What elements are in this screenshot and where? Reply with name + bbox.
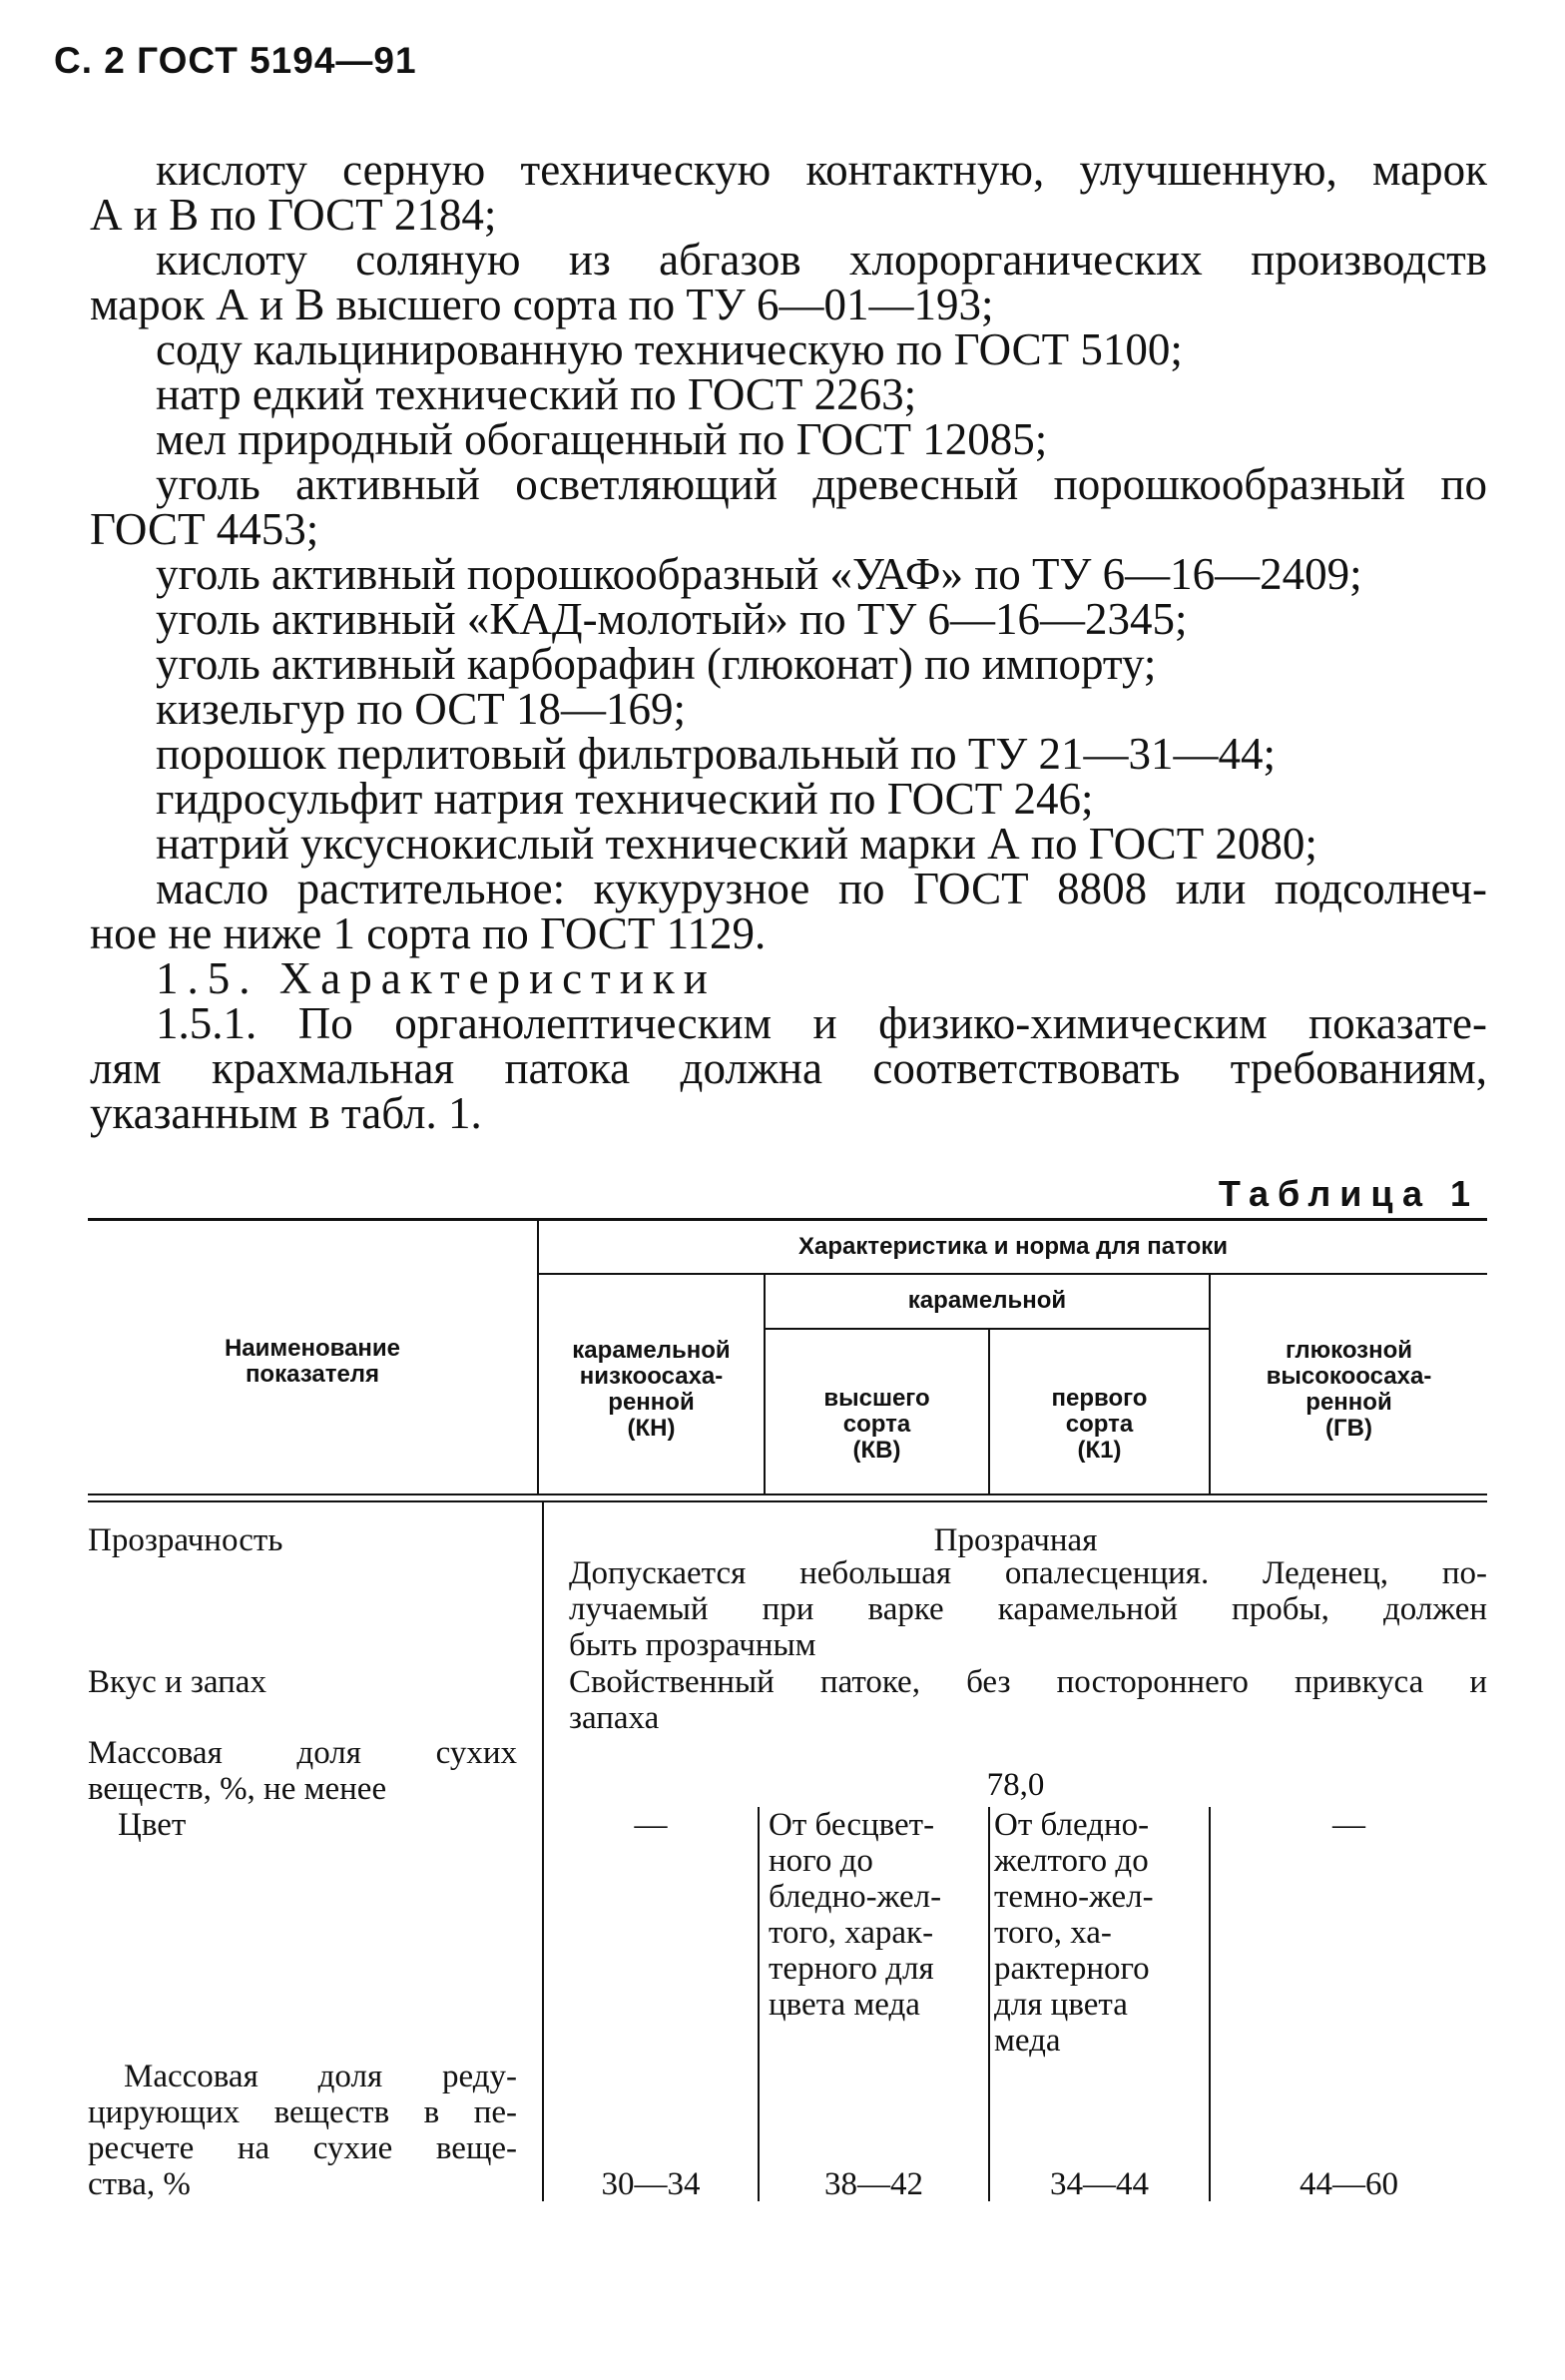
transparency-note: Допускается небольшая опалесценция. Леденец, по- лучаемый при варке карамельной пробы, должен быть прозрачным xyxy=(569,1555,1487,1663)
dry-matter-value: 78,0 xyxy=(986,1767,1045,1803)
header-group: Характеристика и норма для патоки xyxy=(797,1233,1228,1260)
header-rule xyxy=(537,1273,1487,1275)
text-line: кислоту серную техническую контактную, улучшенную, марок xyxy=(156,145,1487,195)
text-line: марок А и В высшего сорта по ТУ 6—01—193; xyxy=(90,280,994,329)
text-line: масло растительное: кукурузное по ГОСТ 8808 или подсолнеч- xyxy=(156,864,1487,913)
reducing-k1: 34—44 xyxy=(1050,2166,1149,2202)
row-name-reducing: Массовая доля реду- цирующих веществ в пе- ресчете на сухие веще- ства, % xyxy=(88,2059,517,2202)
transparency-value: Прозрачная xyxy=(933,1522,1098,1558)
col-divider xyxy=(542,1502,544,2201)
text-line: лям крахмальная патока должна соответствовать требованиям, xyxy=(90,1043,1487,1093)
text-line: ГОСТ 4453; xyxy=(90,504,319,554)
col-divider xyxy=(758,1807,760,2201)
row-name-color: Цвет xyxy=(118,1807,187,1843)
header-name-column: Наименование показателя xyxy=(224,1335,401,1388)
row-name-dry-matter: Массовая доля сухих веществ, %, не менее xyxy=(88,1735,517,1807)
text-line: ное не ниже 1 сорта по ГОСТ 1129. xyxy=(90,908,767,958)
header-subgroup: карамельной xyxy=(907,1287,1067,1314)
reducing-kn: 30—34 xyxy=(601,2166,701,2202)
text-line: кислоту соляную из абгазов хлорорганических производств xyxy=(156,235,1487,285)
text-line: кизельгур по ОСТ 18—169; xyxy=(156,684,687,734)
text-line: уголь активный карборафин (глюконат) по импорту; xyxy=(156,639,1157,689)
reducing-gv: 44—60 xyxy=(1300,2166,1398,2202)
reducing-kv: 38—42 xyxy=(824,2166,923,2202)
text-line: мел природный обогащенный по ГОСТ 12085; xyxy=(156,414,1048,464)
header-bottom-rule-2 xyxy=(88,1500,1487,1502)
row-name-transparency: Прозрачность xyxy=(88,1522,283,1558)
col-divider xyxy=(988,1807,990,2201)
color-kn: — xyxy=(634,1807,668,1843)
text-line: уголь активный «КАД-молотый» по ТУ 6—16—2345; xyxy=(156,594,1188,644)
color-kv: От бесцвет- ного до бледно-жел- того, харак- терного для цвета меда xyxy=(769,1807,942,2023)
taste-value: Свойственный патоке, без постороннего привкуса и запаха xyxy=(569,1664,1487,1736)
text-line: уголь активный осветляющий древесный порошкообразный по xyxy=(156,459,1487,509)
text-line: натрий уксуснокислый технический марки А по ГОСТ 2080; xyxy=(156,819,1317,869)
text-line: порошок перлитовый фильтровальный по ТУ 21—31—44; xyxy=(156,729,1277,779)
header-bottom-rule xyxy=(88,1493,1487,1495)
header-k1: первого сорта (К1) xyxy=(1051,1385,1148,1464)
col-divider xyxy=(1209,1807,1211,2201)
text-line: натр едкий технический по ГОСТ 2263; xyxy=(156,369,917,419)
text-line: соду кальцинированную техническую по ГОСТ 5100; xyxy=(156,324,1183,374)
header-kn: карамельной низкоосаха- ренной (КН) xyxy=(572,1337,731,1442)
page-header: С. 2 ГОСТ 5194—91 xyxy=(54,40,417,81)
table-top-rule xyxy=(88,1218,1487,1221)
row-name-taste: Вкус и запах xyxy=(88,1664,266,1700)
text-line: уголь активный порошкообразный «УАФ» по ТУ 6—16—2409; xyxy=(156,549,1362,599)
color-k1: От бледно- желтого до темно-жел- того, ха- рактерного для цвета меда xyxy=(994,1807,1154,2059)
header-gv: глюкозной высокоосаха- ренной (ГВ) xyxy=(1266,1337,1432,1442)
text-line: 1.5.1. По органолептическим и физико-химическим показате- xyxy=(156,998,1487,1048)
color-gv: — xyxy=(1332,1807,1365,1843)
subheader-rule xyxy=(764,1328,1209,1330)
header-kv: высшего сорта (КВ) xyxy=(823,1385,930,1464)
text-line: гидросульфит натрия технический по ГОСТ 246; xyxy=(156,774,1094,824)
table-caption: Таблица 1 xyxy=(1218,1173,1479,1214)
section-heading: 1.5. Характеристики xyxy=(156,953,717,1003)
body-text xyxy=(90,145,1487,1138)
text-line: указанным в табл. 1. xyxy=(90,1088,482,1138)
text-line: А и В по ГОСТ 2184; xyxy=(90,190,497,240)
